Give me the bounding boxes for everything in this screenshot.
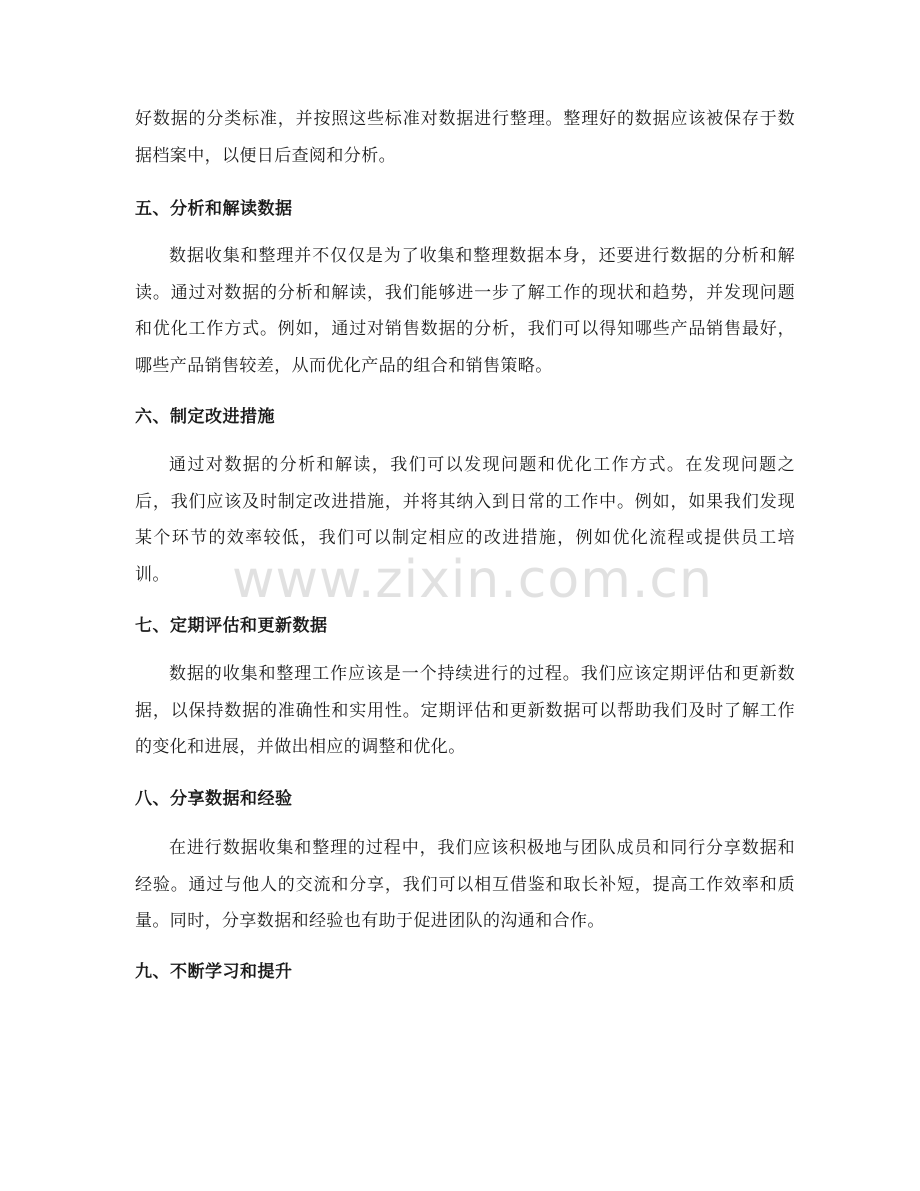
section-heading-9: 九、不断学习和提升 — [135, 962, 293, 982]
section-body-8: 在进行数据收集和整理的过程中，我们应该积极地与团队成员和同行分享数据和经验。通过与他人的交流和分享，我们可以相互借鉴和取长补短，提高工作效率和质量。同时，分享数据和经验也有助于促进团队的沟通和合作。 — [135, 838, 795, 931]
section-heading-5: 五、分析和解读数据 — [135, 199, 293, 219]
intro-paragraph: 好数据的分类标准，并按照这些标准对数据进行整理。整理好的数据应该被保存于数据档案中，以便日后查阅和分析。 — [135, 109, 795, 166]
watermark: www.zixin.com.cn — [232, 550, 713, 610]
section-heading-8: 八、分享数据和经验 — [135, 789, 293, 809]
section-heading-7: 七、定期评估和更新数据 — [135, 616, 328, 636]
section-body-6: 通过对数据的分析和解读，我们可以发现问题和优化工作方式。在发现问题之后，我们应该及时制定改进措施，并将其纳入到日常的工作中。例如，如果我们发现某个环节的效率较低，我们可以制定相应的改进措施，例如优化流程或提供员工培训。 — [135, 455, 795, 585]
section-body-7: 数据的收集和整理工作应该是一个持续进行的过程。我们应该定期评估和更新数据，以保持数据的准确性和实用性。定期评估和更新数据可以帮助我们及时了解工作的变化和进展，并做出相应的调整和优化。 — [135, 664, 795, 757]
section-heading-6: 六、制定改进措施 — [135, 407, 275, 427]
section-body-5: 数据收集和整理并不仅仅是为了收集和整理数据本身，还要进行数据的分析和解读。通过对数据的分析和解读，我们能够进一步了解工作的现状和趋势，并发现问题和优化工作方式。例如，通过对销售数据的分析，我们可以得知哪些产品销售最好，哪些产品销售较差，从而优化产品的组合和销售策略。 — [135, 246, 795, 376]
